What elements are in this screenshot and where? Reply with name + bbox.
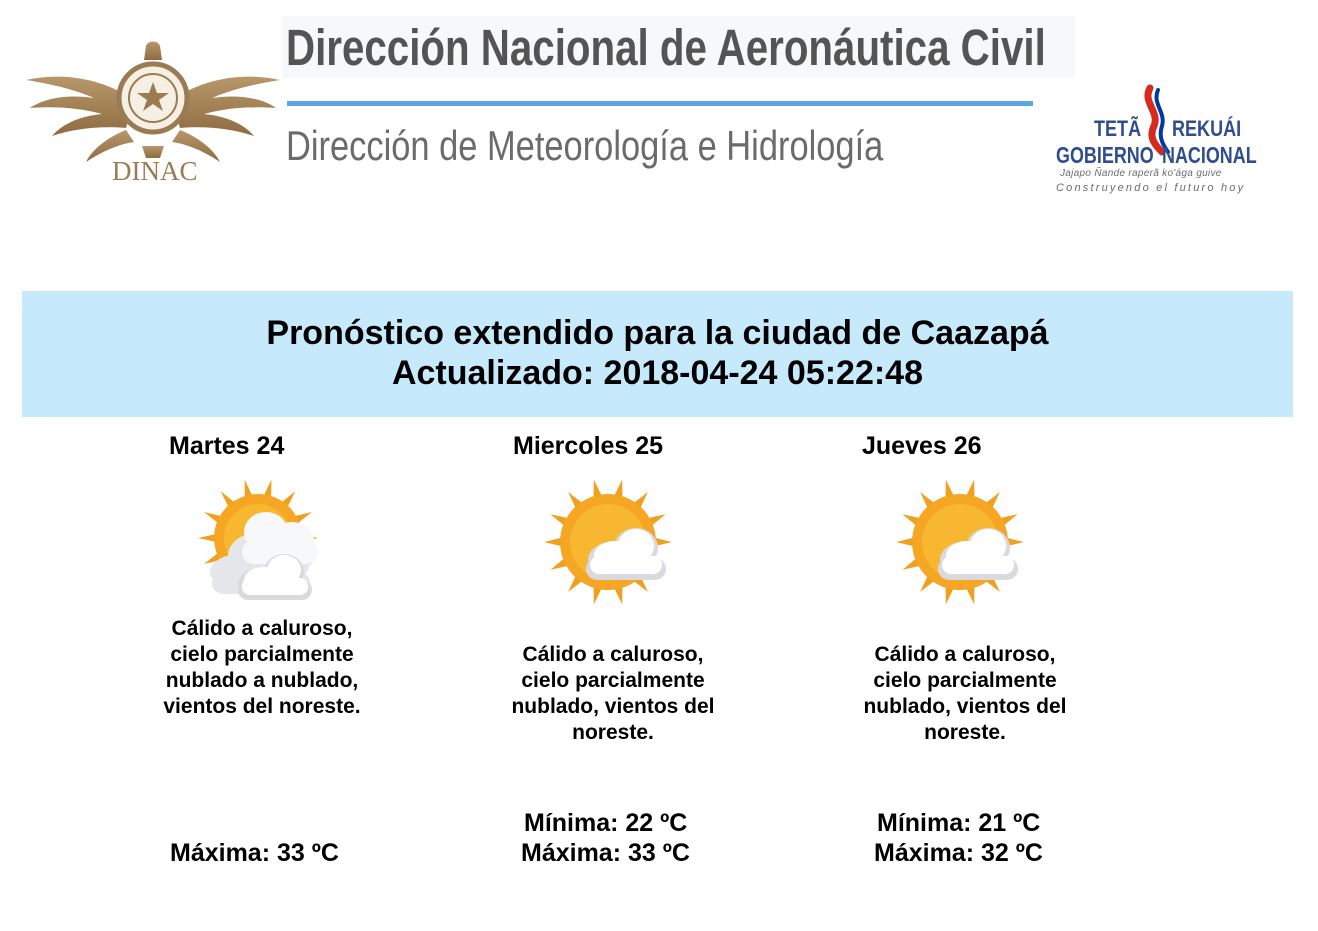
forecast-banner — [22, 291, 1293, 417]
forecast-description: Cálido a caluroso, cielo parcialmente nublado, vientos del noreste. — [511, 643, 715, 744]
paraguay-flag-ribbon-icon — [1052, 82, 1280, 198]
forecast-title: Pronóstico extendido para la ciudad de Caazapá — [266, 314, 1049, 352]
forecast-updated-timestamp: Actualizado: 2018-04-24 05:22:48 — [391, 354, 924, 392]
max-temperature: Máxima: 32 ºC — [874, 839, 1043, 867]
sun-with-cloud-icon — [542, 472, 682, 612]
max-temperature: Máxima: 33 ºC — [170, 839, 339, 867]
forecast-day — [836, 430, 1086, 890]
day-name: Jueves 26 — [862, 432, 982, 460]
max-temperature: Máxima: 33 ºC — [521, 839, 690, 867]
gov-logo-line2b: NACIONAL — [1162, 142, 1257, 168]
gov-logo-line1a: TETÃ — [1094, 116, 1142, 141]
page-header — [0, 0, 1318, 215]
forecast-description: Cálido a caluroso, cielo parcialmente nublado a nublado, vientos del noreste. — [163, 617, 361, 718]
sun-with-clouds-icon — [192, 476, 332, 616]
min-temperature: Mínima: 22 ºC — [524, 809, 688, 837]
gov-logo-tagline-guarani: Jajapo Ñande raperã ko'ága guive — [1060, 168, 1222, 179]
dinac-logo-text: DINAC — [112, 156, 198, 186]
gov-logo-line2a: GOBIERNO — [1056, 142, 1154, 168]
day-name: Martes 24 — [169, 432, 285, 460]
day-name: Miercoles 25 — [513, 432, 664, 460]
title-divider — [287, 101, 1033, 106]
forecast-day — [136, 430, 386, 890]
forecast-day — [484, 430, 734, 890]
organization-subtitle: Dirección de Meteorología e Hidrología — [286, 122, 884, 169]
gov-logo-line1b: REKUÁI — [1172, 116, 1242, 141]
sun-with-cloud-icon — [894, 472, 1034, 612]
min-temperature: Mínima: 21 ºC — [877, 809, 1041, 837]
forecast-description: Cálido a caluroso, cielo parcialmente nublado, vientos del noreste. — [863, 643, 1067, 744]
gov-logo-tagline-spanish: Construyendo el futuro hoy — [1056, 182, 1246, 194]
organization-title: Dirección Nacional de Aeronáutica Civil — [286, 19, 1046, 76]
